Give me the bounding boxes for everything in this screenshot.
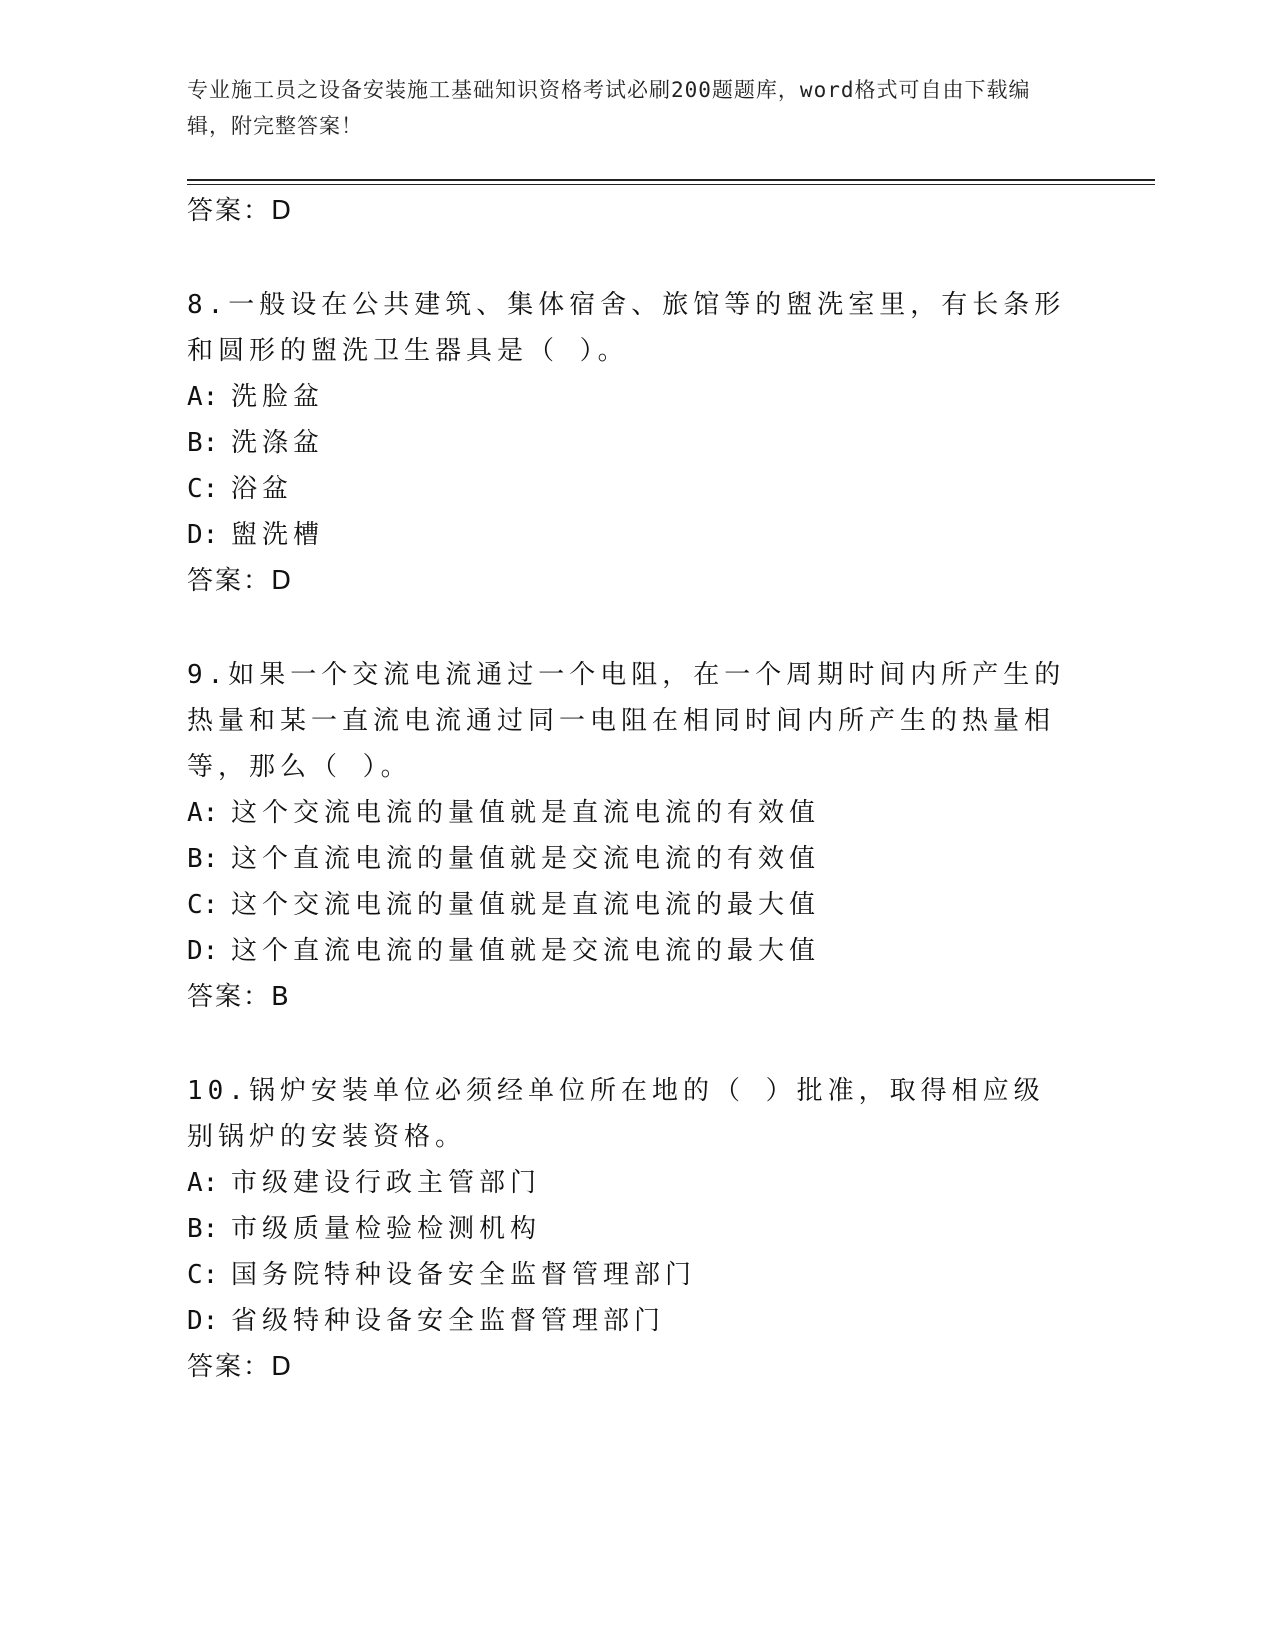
question-9 bbox=[187, 652, 1067, 1020]
answer-label: 答案： bbox=[187, 1352, 272, 1382]
option-text: 洗涤盆 bbox=[231, 428, 325, 458]
option-b bbox=[187, 420, 1067, 466]
answer-line bbox=[187, 558, 1067, 604]
option-text: 国务院特种设备安全监督管理部门 bbox=[231, 1260, 697, 1290]
option-key: C: bbox=[187, 1260, 219, 1290]
option-key: A: bbox=[187, 382, 219, 412]
question-stem: 10.锅炉安装单位必须经单位所在地的（ ）批准，取得相应级别锅炉的安装资格。 bbox=[187, 1076, 1045, 1152]
question-8 bbox=[187, 282, 1067, 604]
option-c bbox=[187, 882, 1067, 928]
answer-value: D bbox=[271, 196, 294, 226]
option-key: A: bbox=[187, 1168, 219, 1198]
option-text: 这个交流电流的量值就是直流电流的有效值 bbox=[231, 798, 821, 828]
option-text: 这个交流电流的量值就是直流电流的最大值 bbox=[231, 890, 821, 920]
answer-label: 答案： bbox=[187, 196, 272, 226]
header-divider bbox=[187, 179, 1155, 181]
option-text: 洗脸盆 bbox=[231, 382, 325, 412]
option-key: B: bbox=[187, 844, 219, 874]
option-key: C: bbox=[187, 474, 219, 504]
question-stem: 9.如果一个交流电流通过一个电阻，在一个周期时间内所产生的热量和某一直流电流通过同一电阻在相同时间内所产生的热量相等，那么（ ）。 bbox=[187, 660, 1066, 782]
option-b bbox=[187, 1206, 1067, 1252]
answer-value: D bbox=[271, 1352, 294, 1382]
option-key: B: bbox=[187, 1214, 219, 1244]
option-text: 盥洗槽 bbox=[231, 520, 325, 550]
option-d bbox=[187, 928, 1067, 974]
answer-line bbox=[187, 974, 1067, 1020]
option-key: B: bbox=[187, 428, 219, 458]
answer-label: 答案： bbox=[187, 566, 272, 596]
answer-line bbox=[187, 1344, 1067, 1390]
option-text: 市级质量检验检测机构 bbox=[231, 1214, 542, 1244]
option-b bbox=[187, 836, 1067, 882]
option-a bbox=[187, 374, 1067, 420]
document-body bbox=[187, 188, 1067, 1390]
answer-label: 答案： bbox=[187, 982, 272, 1012]
option-c bbox=[187, 1252, 1067, 1298]
option-text: 这个直流电流的量值就是交流电流的有效值 bbox=[231, 844, 821, 874]
option-text: 省级特种设备安全监督管理部门 bbox=[231, 1306, 666, 1336]
option-key: D: bbox=[187, 936, 219, 966]
option-a bbox=[187, 1160, 1067, 1206]
option-key: D: bbox=[187, 520, 219, 550]
document-header: 专业施工员之设备安装施工基础知识资格考试必刷200题题库，word格式可自由下载编辑，附完整答案！ bbox=[187, 78, 1031, 138]
question-10 bbox=[187, 1068, 1067, 1390]
option-text: 浴盆 bbox=[231, 474, 294, 504]
option-c bbox=[187, 466, 1067, 512]
option-key: A: bbox=[187, 798, 219, 828]
option-a bbox=[187, 790, 1067, 836]
option-text: 这个直流电流的量值就是交流电流的最大值 bbox=[231, 936, 821, 966]
option-key: D: bbox=[187, 1306, 219, 1336]
answer-line bbox=[187, 188, 1067, 234]
option-key: C: bbox=[187, 890, 219, 920]
option-d bbox=[187, 1298, 1067, 1344]
question-stem: 8.一般设在公共建筑、集体宿舍、旅馆等的盥洗室里，有长条形和圆形的盥洗卫生器具是（ ）。 bbox=[187, 290, 1066, 366]
answer-value: B bbox=[271, 982, 291, 1012]
option-d bbox=[187, 512, 1067, 558]
header-divider-thin bbox=[187, 184, 1155, 185]
option-text: 市级建设行政主管部门 bbox=[231, 1168, 542, 1198]
answer-value: D bbox=[271, 566, 294, 596]
